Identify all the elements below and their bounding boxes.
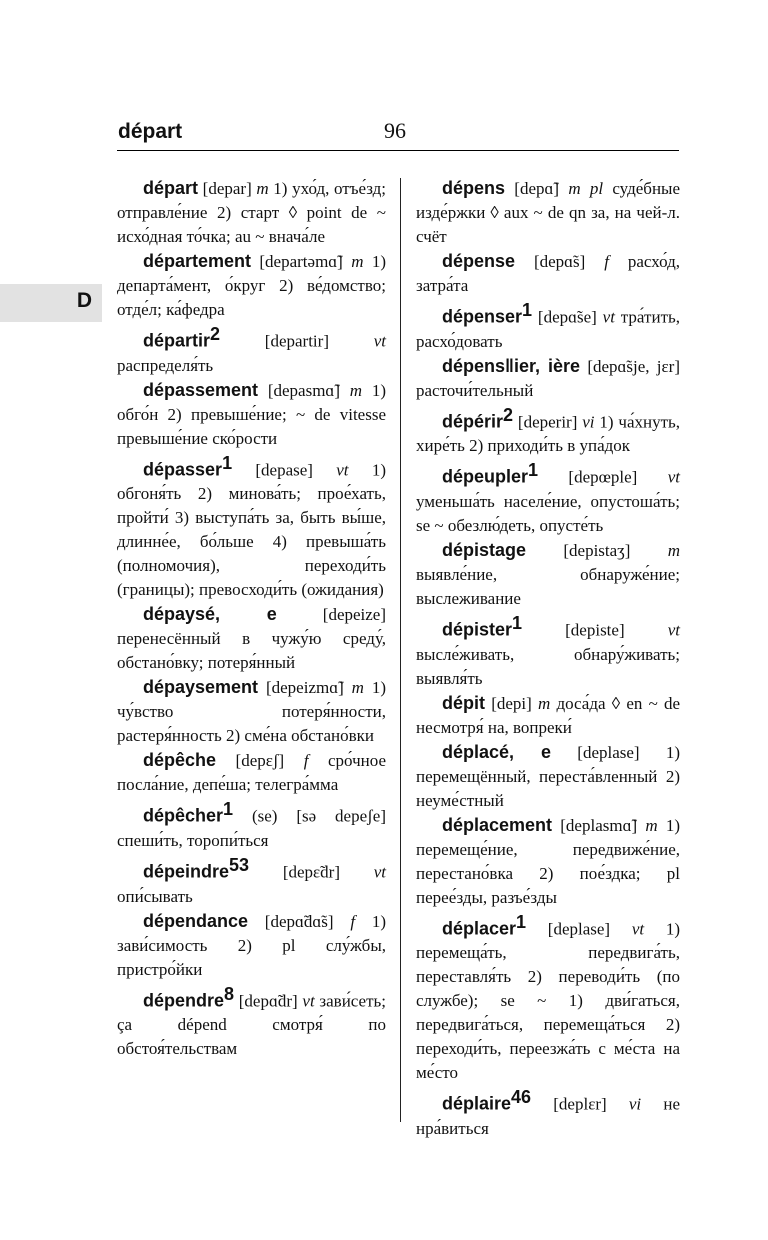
dictionary-entry xyxy=(416,403,680,459)
entry-grammar: vi xyxy=(628,1094,642,1114)
entry-pronunciation: [depeizmɑ̃] xyxy=(265,678,344,698)
entry-definition: выявле́ние, обнаруже́ние; выслеживание xyxy=(416,564,680,608)
entry-superscript: 1 xyxy=(528,460,539,481)
entry-superscript: 53 xyxy=(229,854,250,875)
entry-pronunciation: [deperir] xyxy=(517,412,578,432)
entry-definition: опи́сывать xyxy=(117,886,193,906)
entry-superscript: 46 xyxy=(511,1087,532,1108)
header-rule xyxy=(117,150,679,151)
entry-definition: 1) ухо́д, отъе́зд; отправле́ние 2) старт ◊ point de ~ исхо́дная то́чка; au ~ внача́ле xyxy=(117,179,387,246)
entry-definition: расточи́тельный xyxy=(416,380,534,400)
entry-definition: распределя́ть xyxy=(117,355,214,375)
entry-headword: dépendre xyxy=(143,990,225,1011)
dictionary-entry xyxy=(416,813,680,910)
entry-pronunciation: [depase] xyxy=(255,460,313,480)
entry-pronunciation: [deplɛr] xyxy=(553,1094,607,1114)
dictionary-entry xyxy=(117,322,386,378)
entry-headword: dépaysé, e xyxy=(143,604,277,625)
entry-pronunciation: [depɑ̃se] xyxy=(537,307,597,327)
entry-grammar: vt xyxy=(631,919,645,939)
dictionary-entry xyxy=(117,176,386,249)
entry-pronunciation: [depistaʒ] xyxy=(563,540,631,560)
entry-pronunciation: [depɑ̃s] xyxy=(533,252,586,271)
right-column xyxy=(416,176,680,1141)
entry-headword: dépeindre xyxy=(143,861,230,882)
entry-grammar: m pl xyxy=(568,179,604,198)
entry-grammar: m xyxy=(538,693,551,713)
entry-headword: dépasser xyxy=(143,459,223,480)
entry-grammar: m xyxy=(349,380,363,400)
entry-headword: déplacer xyxy=(442,918,517,939)
entry-pronunciation: [deplase] xyxy=(547,919,611,939)
dictionary-entry xyxy=(117,451,386,603)
entry-grammar: vt xyxy=(336,460,349,480)
entry-headword: dépérir xyxy=(442,411,504,432)
dictionary-entry xyxy=(117,909,386,982)
entry-pronunciation: [departir] xyxy=(264,331,329,351)
entry-definition: 1) перемещённый, переста́вленный 2) неуме́стный xyxy=(416,742,681,810)
running-head-headword: départ xyxy=(118,120,183,143)
entry-pronunciation: [departəmɑ̃] xyxy=(259,252,343,271)
entry-headword: dépendance xyxy=(143,910,249,931)
entry-pronunciation: [depasmɑ̃] xyxy=(267,380,340,400)
dictionary-entry xyxy=(416,538,680,611)
entry-headword: déplaire xyxy=(442,1093,512,1114)
entry-definition: суде́бные изде́ржки ◊ aux ~ de qn за, на чей-л. счёт xyxy=(416,179,681,246)
entry-headword: départir xyxy=(143,330,211,351)
entry-headword: département xyxy=(143,251,252,271)
entry-pronunciation: [depar] xyxy=(202,179,252,198)
entry-pronunciation: [depeize] xyxy=(322,605,387,625)
entry-headword: dépenser xyxy=(442,306,523,327)
entry-headword: dépense xyxy=(442,251,516,271)
entry-definition: 1) обго́н 2) превыше́ние; ~ de vitesse превыше́ние ско́рости xyxy=(117,380,387,448)
dictionary-entry xyxy=(117,853,386,909)
dictionary-entry xyxy=(416,691,680,740)
entry-grammar: f xyxy=(303,751,309,771)
entry-headword: dépêche xyxy=(143,750,217,771)
entry-headword: dépêcher xyxy=(143,805,224,826)
entry-definition: 1) перемеще́ние, передвиже́ние, перестано́вка 2) пое́здка; pl перее́зды, разъе́зды xyxy=(416,815,681,907)
entry-headword: dépeupler xyxy=(442,466,529,487)
entry-superscript: 1 xyxy=(512,612,523,633)
dictionary-entry xyxy=(416,298,680,354)
dictionary-entry xyxy=(117,675,386,748)
page-number: 96 xyxy=(384,118,406,143)
thumb-index-letter: D xyxy=(76,289,92,312)
dictionary-entry xyxy=(117,378,386,451)
dictionary-entry xyxy=(117,797,386,853)
entry-definition: 1) ча́хнуть, хире́ть 2) приходи́ть в упа́док xyxy=(416,412,681,456)
entry-headword: déplacement xyxy=(442,814,553,835)
entry-pronunciation: [depɑ̃] xyxy=(514,179,560,198)
entry-headword: dépassement xyxy=(143,379,259,400)
entry-grammar: f xyxy=(350,911,356,931)
entry-headword: dépaysement xyxy=(143,677,259,698)
dictionary-entry xyxy=(117,982,386,1062)
entry-headword: dépens xyxy=(442,178,506,198)
entry-grammar: f xyxy=(604,252,609,271)
entry-grammar: vt xyxy=(373,331,387,351)
dictionary-entry xyxy=(416,740,680,813)
entry-pronunciation: [depɛʃ] xyxy=(235,751,285,771)
entry-pronunciation: [depɛ̃dr] xyxy=(282,862,340,882)
entry-superscript: 1 xyxy=(516,911,527,932)
entry-definition: 1) чу́вство потеря́нности, растеря́нность 2) сме́на обстано́вки xyxy=(117,678,387,746)
entry-grammar: vt xyxy=(302,991,315,1011)
entry-headword: dépistage xyxy=(442,539,527,560)
entry-definition: 1) зави́симость 2) pl слу́жбы, пристро́йки xyxy=(117,911,386,979)
entry-headword: déplacé, e xyxy=(442,741,552,762)
entry-definition: высле́живать, обнару́живать; выявля́ть xyxy=(416,644,680,688)
dictionary-entry xyxy=(117,249,386,322)
entry-headword: dépens‖ier, ière xyxy=(442,355,581,376)
dictionary-entry xyxy=(117,602,386,675)
entry-grammar: vi xyxy=(582,412,595,432)
dictionary-entry xyxy=(416,176,680,249)
entry-superscript: 2 xyxy=(210,324,221,344)
entry-grammar: m xyxy=(667,540,680,560)
column-divider xyxy=(400,178,401,1122)
entry-grammar: m xyxy=(351,252,364,271)
entry-superscript: 2 xyxy=(503,404,514,425)
entry-headword: dépister xyxy=(442,619,513,640)
entry-pronunciation: [depɑ̃sje, jɛr] xyxy=(587,356,680,376)
entry-pronunciation: [deplase] xyxy=(577,742,640,762)
entry-superscript: 8 xyxy=(224,983,235,1004)
entry-grammar: m xyxy=(351,678,364,698)
entry-superscript: 1 xyxy=(222,452,233,473)
dictionary-entry xyxy=(416,611,680,691)
entry-grammar: m xyxy=(256,179,269,198)
dictionary-entry xyxy=(416,354,680,403)
dictionary-entry xyxy=(117,748,386,797)
entry-definition: 1) обгоня́ть 2) минова́ть; прое́хать, пройти́ 3) выступа́ть за, быть вы́ше, длинне́е, бо́льше 4) превыша́ть (полномочия), переходи́ть (границы); превосходи́ть (ожидания) xyxy=(117,460,386,600)
dictionary-entry xyxy=(416,458,680,538)
entry-definition: сро́чное посла́ние, депе́ша; телегра́мма xyxy=(117,751,386,795)
entry-grammar: m xyxy=(645,815,658,835)
entry-superscript: 1 xyxy=(223,799,234,820)
dictionary-entry xyxy=(416,1085,680,1141)
entry-pronunciation: (se) [sə depeʃe] xyxy=(251,806,386,826)
entry-definition: тра́тить, расхо́довать xyxy=(416,307,680,351)
entry-definition: спеши́ть, торопи́ться xyxy=(117,830,269,850)
entry-grammar: vt xyxy=(373,862,387,882)
entry-definition: доса́да ◊ en ~ de несмотря́ на, вопреки́ xyxy=(416,693,681,737)
entry-superscript: 1 xyxy=(522,300,533,320)
entry-pronunciation: [depœple] xyxy=(568,467,638,487)
thumb-index-tab xyxy=(0,284,102,322)
entry-pronunciation: [deplasmɑ̃] xyxy=(560,815,638,835)
entry-definition: расхо́д, затра́та xyxy=(416,252,680,295)
left-column xyxy=(117,176,386,1061)
dictionary-entry xyxy=(416,249,680,298)
entry-pronunciation: [depɑ̃dɑ̃s] xyxy=(264,911,334,931)
entry-definition: перенесённый в чужу́ю среду́, обстано́вку; потеря́нный xyxy=(117,629,386,673)
entry-grammar: vt xyxy=(667,620,680,640)
entry-pronunciation: [depɑ̃dr] xyxy=(238,991,298,1011)
entry-definition: зави́сеть; ça dépend смотря́ по обстоя́тельствам xyxy=(117,991,386,1059)
entry-pronunciation: [depi] xyxy=(491,693,532,713)
entry-definition: 1) перемеща́ть, передвига́ть, переставля́ть 2) переводи́ть (по службе); se ~ 1) дви́гаться, передвига́ться, перемеща́ться 2) переходи́ть, переезжа́ть с ме́ста на ме́сто xyxy=(416,919,681,1083)
entry-pronunciation: [depiste] xyxy=(565,620,625,640)
entry-definition: уменьша́ть населе́ние, опустоша́ть; se ~ обезлю́деть, опусте́ть xyxy=(416,491,680,535)
entry-definition: не нра́виться xyxy=(416,1094,680,1138)
entry-grammar: vt xyxy=(667,467,680,487)
entry-grammar: vt xyxy=(602,307,615,327)
dictionary-entry xyxy=(416,910,680,1086)
entry-headword: départ xyxy=(143,178,199,198)
entry-definition: 1) департа́мент, о́круг 2) ве́домство; отде́л; ка́федра xyxy=(117,252,387,319)
entry-headword: dépit xyxy=(442,692,485,713)
